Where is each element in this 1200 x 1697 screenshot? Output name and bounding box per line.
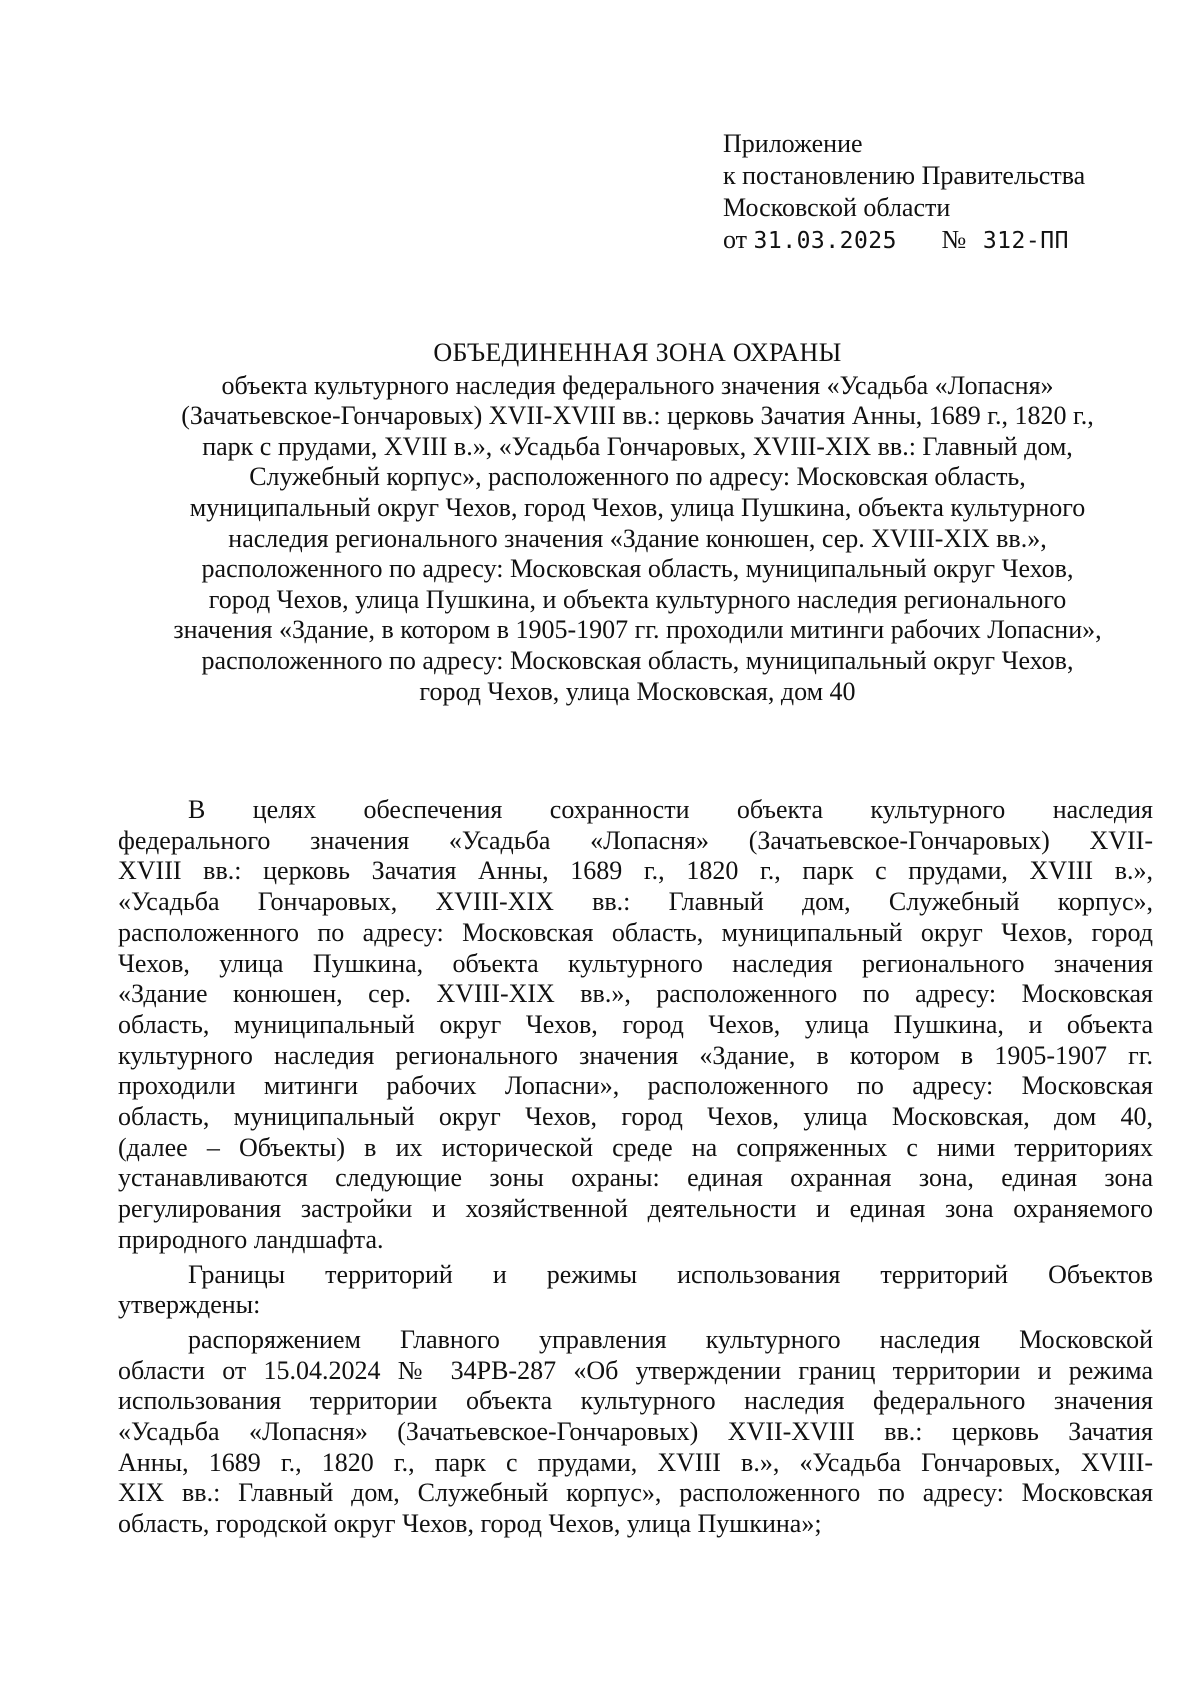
paragraph-line: культурного наследия регионального значения «Здание, в котором в 1905-1907 гг. — [118, 1040, 1153, 1070]
date-prefix: от — [723, 225, 748, 254]
paragraph-line: использования территории объекта культурного наследия федерального значения — [118, 1386, 1153, 1416]
title-main: ОБЪЕДИНЕННАЯ ЗОНА ОХРАНЫ — [433, 338, 842, 367]
paragraph-boundaries — [118, 1260, 1153, 1321]
paragraph-line: устанавливаются следующие зоны охраны: единая охранная зона, единая зона — [118, 1163, 1153, 1193]
title-line: Служебный корпус», расположенного по адресу: Московская область, — [249, 462, 1026, 492]
appendix-label: Приложение — [723, 129, 863, 158]
paragraph-line: В целях обеспечения сохранности объекта культурного наследия — [188, 795, 1153, 824]
paragraph-line: регулирования застройки и хозяйственной деятельности и единая зона охраняемого — [118, 1194, 1153, 1224]
resolution-date: 31.03.2025 — [753, 228, 898, 254]
paragraph-line: области от 15.04.2024 № 34РВ-287 «Об утверждении границ территории и режима — [118, 1355, 1153, 1385]
document-title — [120, 338, 1155, 707]
title-line: парк с прудами, XVIII в.», «Усадьба Гончаровых, XVIII-XIX вв.: Главный дом, — [202, 431, 1073, 461]
number-sign: № — [941, 225, 967, 254]
paragraph-line: область, муниципальный округ Чехов, город Чехов, улица Московская, дом 40, — [118, 1102, 1153, 1132]
paragraph-line: природного ландшафта. — [118, 1224, 384, 1254]
paragraph-line: Чехов, улица Пушкина, объекта культурного наследия регионального значения — [118, 948, 1153, 978]
title-line: город Чехов, улица Московская, дом 40 — [419, 676, 856, 706]
paragraph-line: распоряжением Главного управления культурного наследия Московской — [188, 1324, 1153, 1354]
paragraph-line: федерального значения «Усадьба «Лопасня» (Зачатьевское-Гончаровых) XVII- — [118, 825, 1153, 855]
paragraph-line: «Усадьба «Лопасня» (Зачатьевское-Гончаровых) XVII-XVIII вв.: церковь Зачатия — [118, 1417, 1153, 1447]
title-line: расположенного по адресу: Московская область, муниципальный округ Чехов, — [201, 645, 1074, 675]
paragraph-line: XVIII вв.: церковь Зачатия Анны, 1689 г., 1820 г., парк с прудами, XVIII в.», — [118, 856, 1153, 886]
paragraph-line: (далее – Объекты) в их исторической среде на сопряженных с ними территориях — [118, 1132, 1153, 1162]
paragraph-line: область, муниципальный округ Чехов, город Чехов, улица Пушкина, и объекта — [118, 1009, 1153, 1039]
paragraph-purpose — [118, 795, 1153, 1256]
title-line: муниципальный округ Чехов, город Чехов, улица Пушкина, объекта культурного — [189, 492, 1086, 522]
title-line: (Зачатьевское-Гончаровых) XVII-XVIII вв.: церковь Зачатия Анны, 1689 г., 1820 г., — [181, 401, 1094, 431]
paragraph-line: XIX вв.: Главный дом, Служебный корпус», расположенного по адресу: Московская — [118, 1478, 1153, 1508]
paragraph-line: утверждены: — [118, 1290, 261, 1320]
title-line: объекта культурного наследия федерального значения «Усадьба «Лопасня» — [221, 370, 1054, 400]
paragraph-order — [118, 1325, 1153, 1540]
appendix-header — [723, 128, 1163, 257]
paragraph-line: расположенного по адресу: Московская область, муниципальный округ Чехов, город — [118, 917, 1153, 947]
appendix-region: Московской области — [723, 193, 951, 222]
resolution-number: 312-ПП — [982, 228, 1069, 254]
paragraph-line: область, городской округ Чехов, город Чехов, улица Пушкина»; — [118, 1509, 822, 1539]
paragraph-line: «Здание конюшен, сер. XVIII-XIX вв.», расположенного по адресу: Московская — [118, 979, 1153, 1009]
paragraph-line: проходили митинги рабочих Лопасни», расположенного по адресу: Московская — [118, 1071, 1153, 1101]
appendix-date-number — [723, 224, 1163, 257]
title-line: наследия регионального значения «Здание конюшен, сер. XVIII-XIX вв.», — [228, 523, 1047, 553]
paragraph-line: Анны, 1689 г., 1820 г., парк с прудами, XVIII в.», «Усадьба Гончаровых, XVIII- — [118, 1447, 1153, 1477]
paragraph-line: «Усадьба Гончаровых, XVIII-XIX вв.: Главный дом, Служебный корпус», — [118, 887, 1153, 917]
document-body — [118, 795, 1153, 1544]
title-line: город Чехов, улица Пушкина, и объекта культурного наследия регионального — [208, 584, 1067, 614]
title-line: расположенного по адресу: Московская область, муниципальный округ Чехов, — [201, 554, 1074, 584]
title-line: значения «Здание, в котором в 1905-1907 гг. проходили митинги рабочих Лопасни», — [173, 615, 1102, 645]
paragraph-line: Границы территорий и режимы использования территорий Объектов — [188, 1259, 1153, 1289]
appendix-resolution: к постановлению Правительства — [723, 161, 1086, 190]
